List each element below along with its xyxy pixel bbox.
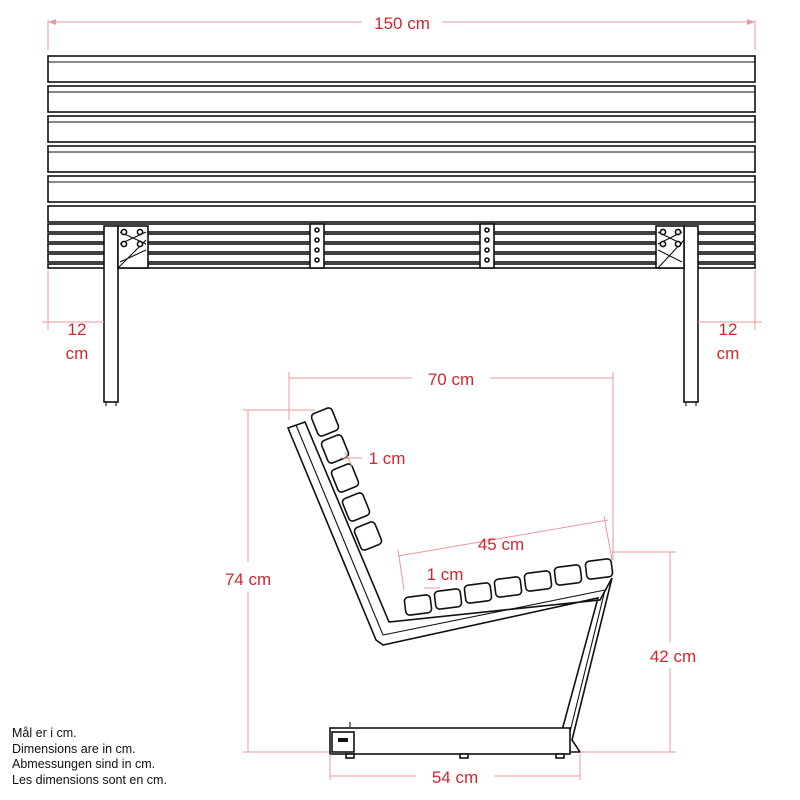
overhang-dimensions <box>42 270 762 330</box>
side-view <box>225 370 696 787</box>
total-width-label: 150 cm <box>374 14 430 33</box>
left-overhang-value: 12 <box>67 320 87 339</box>
front-view <box>42 14 762 406</box>
note-french: Les dimensions sont en cm. <box>12 772 167 787</box>
note-english: Dimensions are in cm. <box>12 741 136 756</box>
seat-height-label: 42 cm <box>649 647 697 666</box>
seat-depth-label: 45 cm <box>477 535 525 554</box>
front-legs <box>104 226 698 406</box>
backrest-slats <box>48 56 755 202</box>
units-note <box>12 726 167 788</box>
base-depth-label: 54 cm <box>431 768 479 787</box>
right-overhang-unit: cm <box>716 344 740 363</box>
left-overhang-unit: cm <box>65 344 89 363</box>
height-label: 74 cm <box>224 570 272 589</box>
seat-slats-front <box>48 206 755 268</box>
depth-label: 70 cm <box>427 370 475 389</box>
seat-gap-label: 1 cm <box>426 565 464 584</box>
backrest-gap-label: 1 cm <box>368 449 406 468</box>
right-overhang-value: 12 <box>718 320 738 339</box>
note-german: Abmessungen sind in cm. <box>12 757 156 772</box>
note-norwegian: Mål er i cm. <box>12 726 77 740</box>
